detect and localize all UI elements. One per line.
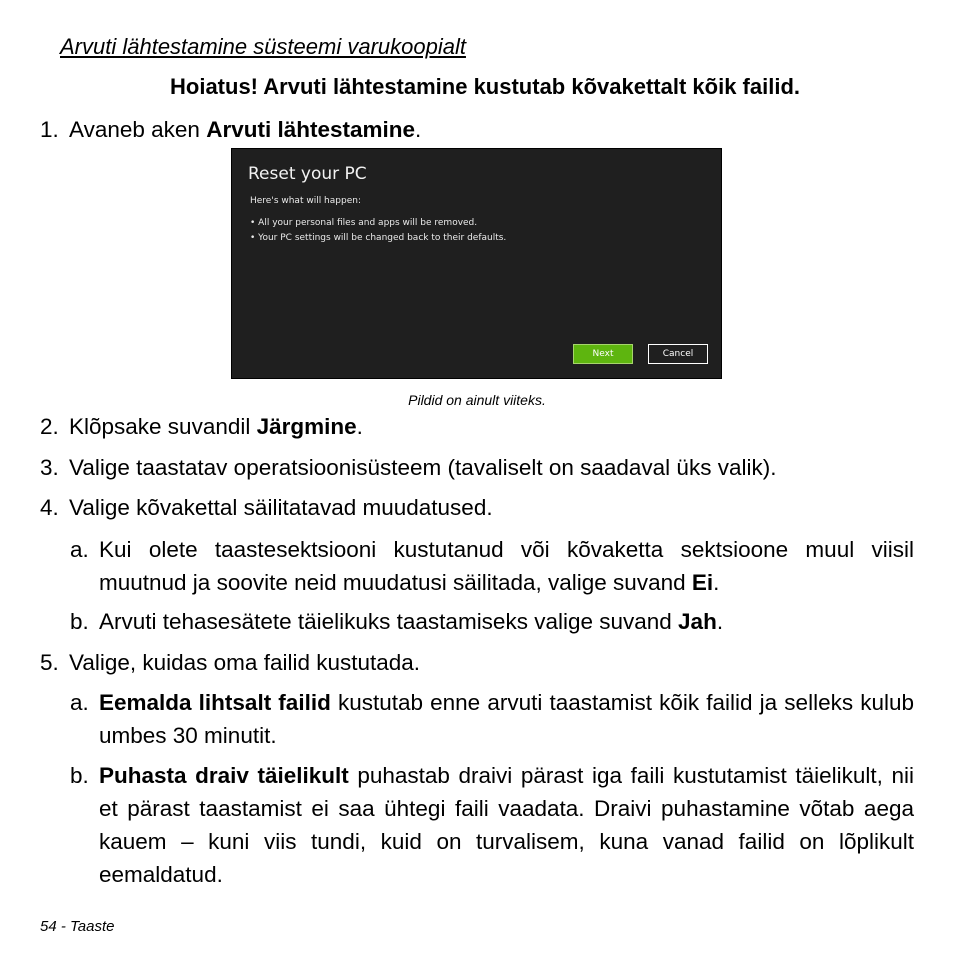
- cancel-button[interactable]: Cancel: [648, 344, 708, 364]
- step-3: [40, 451, 940, 484]
- step-text: Avaneb aken: [69, 117, 207, 142]
- step-4a: [70, 533, 914, 599]
- substep-text: Kui olete taastesektsiooni kustutanud või kõvaketta sektsioone muul viisil muutnud ja soovite neid muudatusi säilitada, valige suvand: [99, 537, 914, 595]
- step-number: 1.: [40, 117, 59, 142]
- page-footer: 54 - Taaste: [40, 918, 115, 935]
- substep-letter: b.: [70, 609, 89, 634]
- warning-text: Hoiatus! Arvuti lähtestamine kustutab kõvakettalt kõik failid.: [170, 74, 800, 99]
- substep-tail: .: [713, 570, 720, 595]
- reset-pc-dialog: [231, 148, 722, 379]
- step-number: 2.: [40, 414, 59, 439]
- step-2: [40, 410, 940, 443]
- next-button[interactable]: Next: [573, 344, 633, 364]
- step-5b: [70, 759, 914, 891]
- substep-bold: Jah: [678, 609, 717, 634]
- step-1: [40, 113, 940, 146]
- step-number: 3.: [40, 455, 59, 480]
- step-text: Valige kõvakettal säilitatavad muudatused.: [69, 495, 493, 520]
- step-4b: [70, 605, 914, 638]
- step-tail: .: [415, 117, 422, 142]
- substep-letter: a.: [70, 690, 89, 715]
- step-number: 4.: [40, 495, 59, 520]
- step-bold: Arvuti lähtestamine: [206, 117, 416, 142]
- step-tail: .: [356, 414, 363, 439]
- substep-bold: Puhasta draiv täielikult: [99, 763, 349, 788]
- dialog-bullet: • Your PC settings will be changed back to their defaults.: [250, 233, 507, 243]
- step-number: 5.: [40, 650, 59, 675]
- substep-tail: .: [716, 609, 724, 634]
- substep-letter: b.: [70, 763, 89, 788]
- step-bold: Järgmine: [256, 414, 357, 439]
- step-5: [40, 646, 940, 679]
- step-text: Valige taastatav operatsioonisüsteem (tavaliselt on saadaval üks valik).: [69, 455, 777, 480]
- step-5a: [70, 686, 914, 752]
- section-heading: Arvuti lähtestamine süsteemi varukoopialt: [60, 34, 466, 59]
- dialog-subtitle: Here's what will happen:: [250, 196, 361, 206]
- dialog-title: Reset your PC: [248, 164, 367, 184]
- substep-text: puhastab draivi pärast iga faili kustutamist täielikult, nii et pärast taastamist ei saa ühtegi faili vaadata. Draivi puhastamine võtab aega kauem – kuni viis tundi, kuid on turvalisem, kuna vanad failid on lõplikult eemaldatud.: [99, 763, 914, 887]
- step-text: Valige, kuidas oma failid kustutada.: [69, 650, 421, 675]
- substep-letter: a.: [70, 537, 89, 562]
- substep-text: kustutab enne arvuti taastamist kõik failid ja selleks kulub umbes 30 minutit.: [99, 690, 914, 748]
- substep-text: Arvuti tehasesätete täielikuks taastamiseks valige suvand: [99, 609, 679, 634]
- image-caption: Pildid on ainult viiteks.: [408, 392, 546, 408]
- substep-bold: Ei: [691, 570, 714, 595]
- step-4: [40, 491, 940, 524]
- step-text: Klõpsake suvandil: [69, 414, 257, 439]
- dialog-bullet: • All your personal files and apps will be removed.: [250, 218, 478, 228]
- substep-bold: Eemalda lihtsalt failid: [99, 690, 331, 715]
